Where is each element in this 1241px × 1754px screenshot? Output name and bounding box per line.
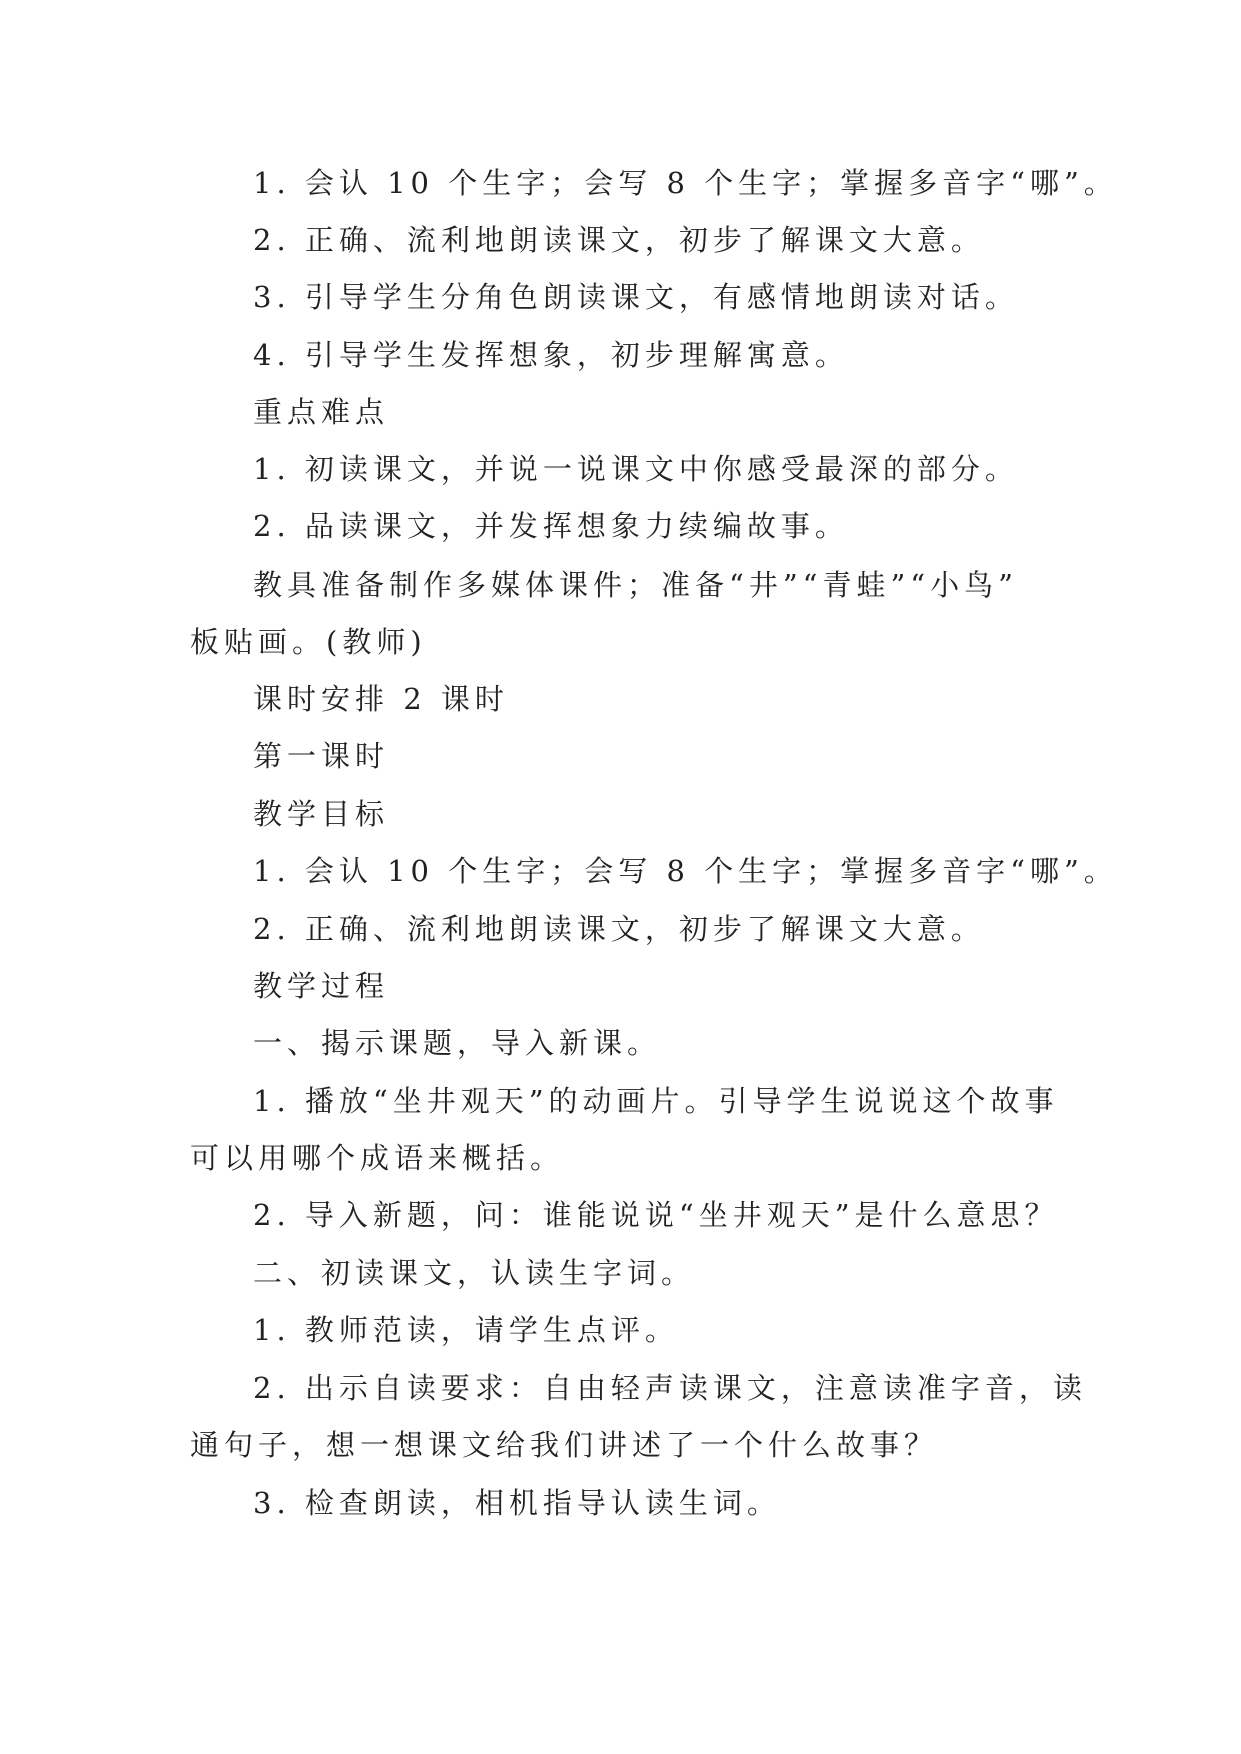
goal-2-line: 2. 正确、流利地朗读课文，初步了解课文大意。 (253, 912, 985, 946)
reading-step-2-line: 2. 出示自读要求：自由轻声读课文，注意读准字音，读 (253, 1371, 1087, 1405)
objective-2-line: 2. 正确、流利地朗读课文，初步了解课文大意。 (253, 223, 985, 257)
materials-line: 教具准备制作多媒体课件；准备“井”“青蛙”“小鸟” (253, 568, 1018, 602)
step-1-continuation: 可以用哪个成语来概括。 (190, 1141, 565, 1175)
objective-1-line: 1. 会认 10 个生字；会写 8 个生字；掌握多音字“哪”。 (253, 166, 1118, 200)
key-points-heading: 重点难点 (253, 395, 390, 429)
step-2-line: 2. 导入新题，问：谁能说说“坐井观天”是什么意思？ (253, 1198, 1059, 1232)
first-lesson-heading: 第一课时 (253, 739, 390, 773)
section-2-heading: 二、初读课文，认读生字词。 (253, 1256, 696, 1290)
teaching-goals-heading: 教学目标 (253, 797, 390, 831)
schedule-line: 课时安排 2 课时 (253, 682, 509, 716)
teaching-process-heading: 教学过程 (253, 969, 390, 1003)
key-point-1-line: 1. 初读课文，并说一说课文中你感受最深的部分。 (253, 452, 1019, 486)
objective-3-line: 3. 引导学生分角色朗读课文，有感情地朗读对话。 (253, 280, 1019, 314)
key-point-2-line: 2. 品读课文，并发挥想象力续编故事。 (253, 509, 849, 543)
objective-4-line: 4. 引导学生发挥想象，初步理解寓意。 (253, 338, 849, 372)
reading-step-3-line: 3. 检查朗读，相机指导认读生词。 (253, 1486, 781, 1520)
materials-continuation: 板贴画。(教师) (190, 625, 427, 659)
reading-step-1-line: 1. 教师范读，请学生点评。 (253, 1313, 679, 1347)
goal-1-line: 1. 会认 10 个生字；会写 8 个生字；掌握多音字“哪”。 (253, 854, 1118, 888)
step-1-line: 1. 播放“坐井观天”的动画片。引导学生说说这个故事 (253, 1084, 1059, 1118)
reading-step-2-continuation: 通句子，想一想课文给我们讲述了一个什么故事？ (190, 1428, 939, 1462)
section-1-heading: 一、揭示课题，导入新课。 (253, 1026, 662, 1060)
